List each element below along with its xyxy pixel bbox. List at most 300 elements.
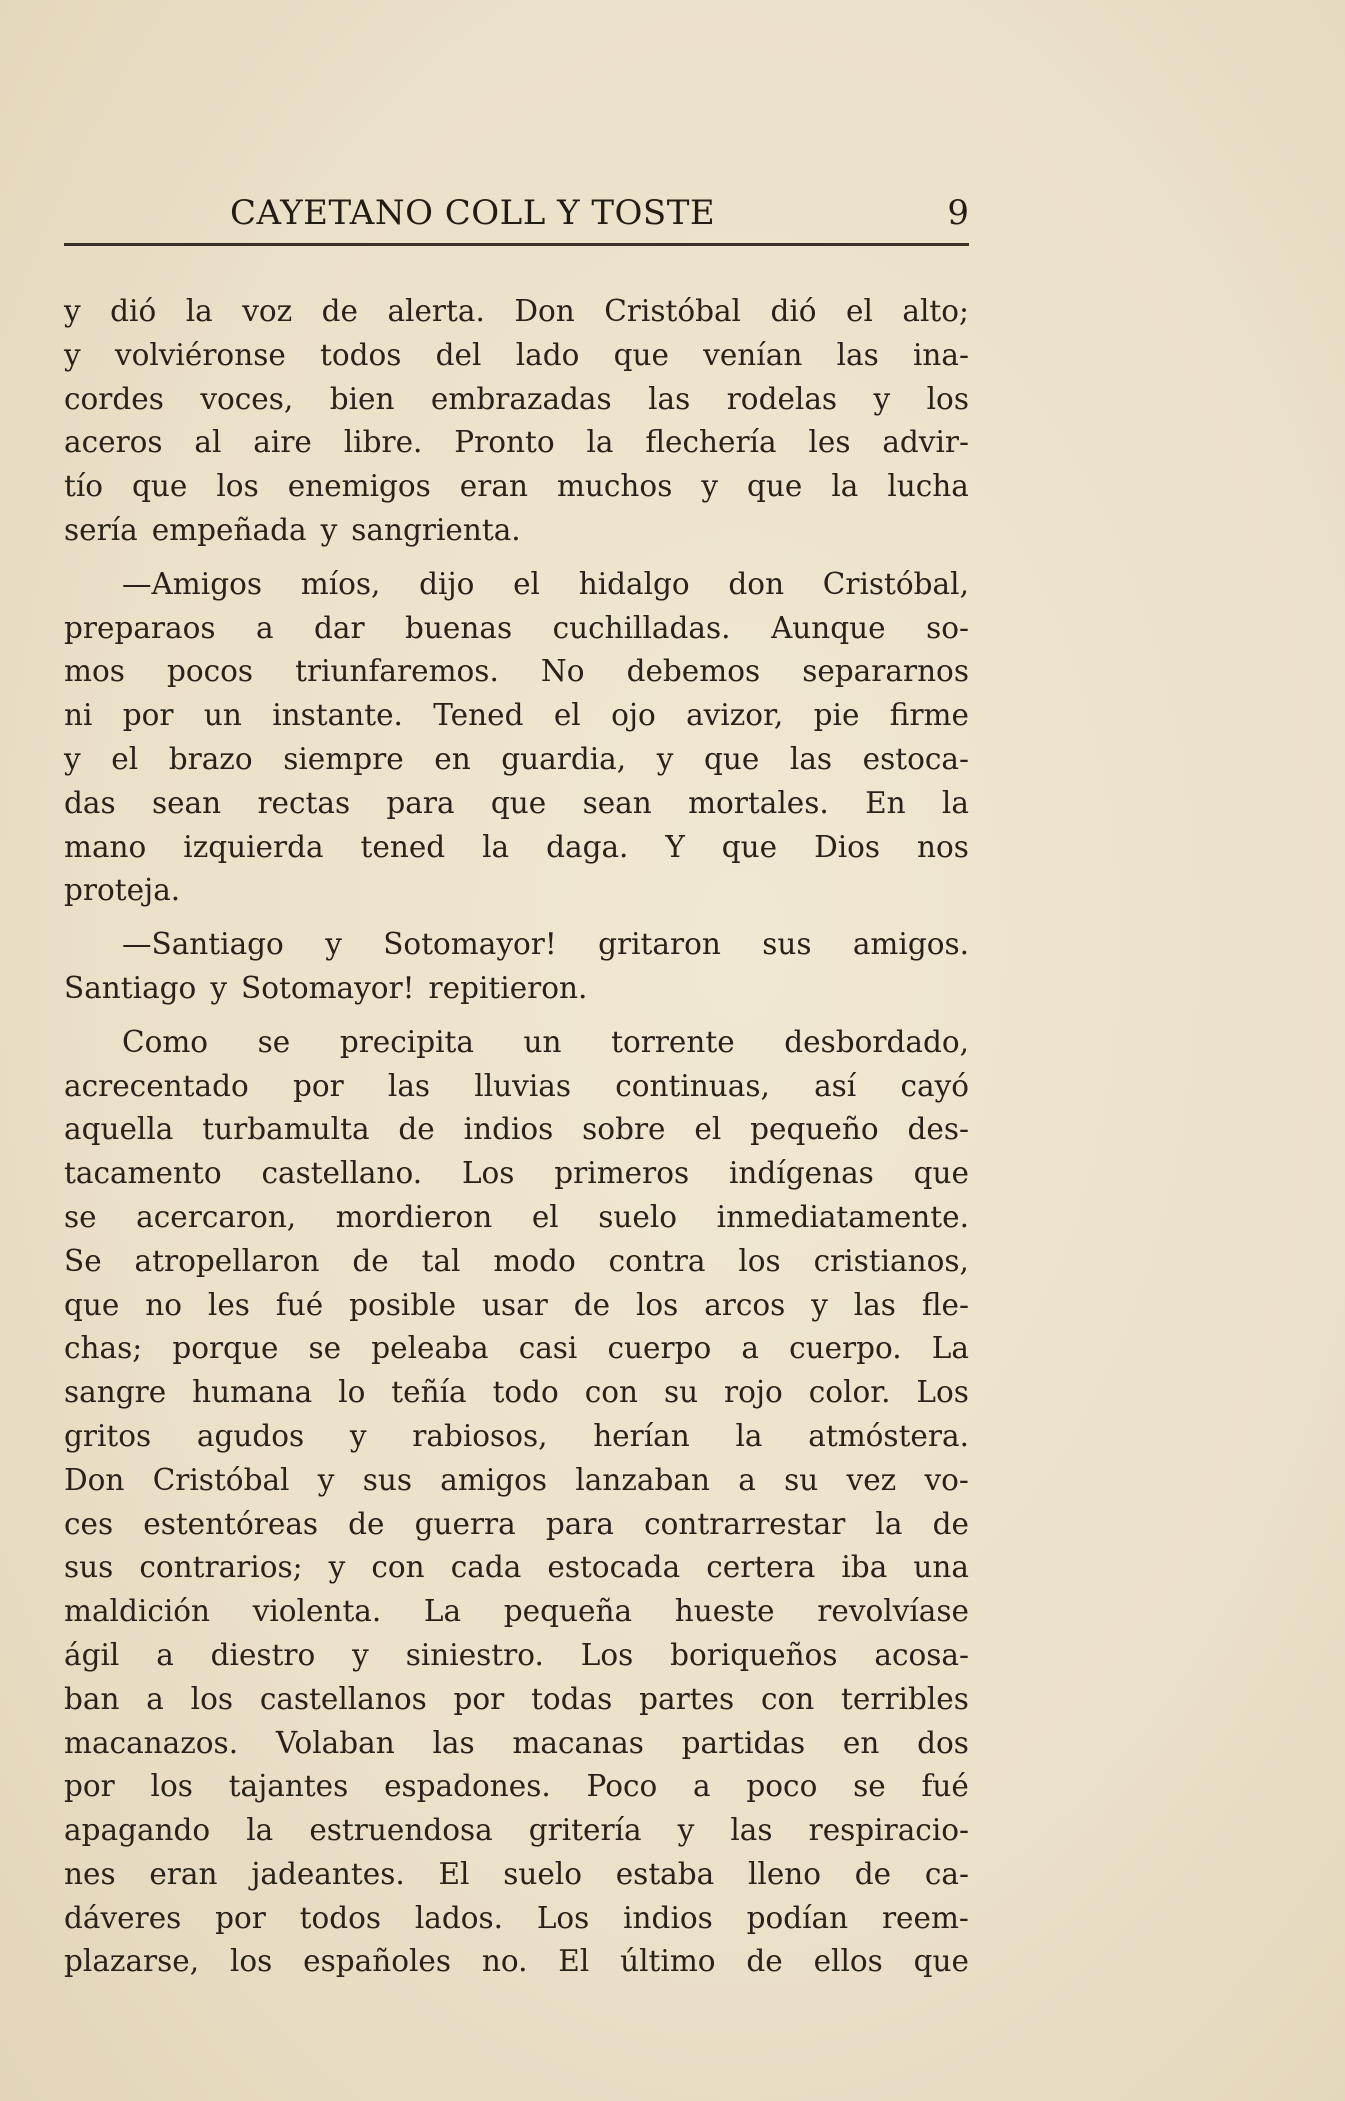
word: alerta. bbox=[387, 294, 485, 328]
word: de bbox=[352, 1243, 389, 1278]
text-line bbox=[64, 1897, 969, 1941]
word: estocada bbox=[547, 1550, 681, 1585]
word: color. bbox=[808, 1375, 891, 1410]
word: así bbox=[814, 1068, 857, 1103]
text-line bbox=[64, 1459, 969, 1503]
word: lucha bbox=[887, 469, 969, 504]
text-line bbox=[64, 1503, 969, 1547]
word: y bbox=[210, 970, 227, 1005]
word: Volaban bbox=[275, 1725, 395, 1760]
word: posible bbox=[349, 1287, 457, 1322]
word: tajantes bbox=[228, 1769, 349, 1804]
word: a bbox=[255, 610, 274, 645]
word: de bbox=[321, 294, 358, 328]
word: pocos bbox=[166, 654, 254, 689]
word: atropellaron bbox=[134, 1243, 320, 1278]
word: des- bbox=[907, 1112, 969, 1147]
word: No bbox=[540, 654, 585, 689]
word: por bbox=[64, 1769, 115, 1804]
word: y bbox=[64, 294, 81, 328]
paragraph-gap bbox=[64, 913, 969, 923]
word: Cristóbal bbox=[604, 294, 741, 328]
text-line bbox=[64, 1108, 969, 1152]
text-line bbox=[64, 650, 969, 694]
word: maldición bbox=[64, 1594, 211, 1629]
text-line bbox=[64, 1678, 969, 1722]
word: lanzaban bbox=[575, 1462, 710, 1497]
word: torrente bbox=[611, 1024, 735, 1059]
text-line bbox=[64, 826, 969, 870]
word: rodelas bbox=[726, 381, 838, 416]
word: su bbox=[663, 1375, 699, 1410]
word: por bbox=[215, 1900, 266, 1935]
word: avizor, bbox=[686, 698, 784, 733]
word: que bbox=[913, 1156, 969, 1191]
word: separarnos bbox=[802, 654, 969, 689]
word: El bbox=[558, 1944, 590, 1979]
word: en bbox=[842, 1725, 880, 1760]
body-text bbox=[64, 290, 969, 1984]
word: Sotomayor! bbox=[241, 970, 415, 1005]
word: por bbox=[453, 1681, 505, 1716]
word: volviéronse bbox=[114, 337, 286, 372]
word: dos bbox=[917, 1725, 969, 1760]
word: fué bbox=[275, 1287, 324, 1322]
word: por bbox=[292, 1068, 344, 1103]
word: que bbox=[721, 829, 778, 864]
text-line bbox=[64, 563, 969, 607]
word: lados. bbox=[414, 1900, 504, 1935]
word: contrarios; bbox=[139, 1550, 303, 1585]
word: Dios bbox=[814, 829, 881, 864]
word: bien bbox=[329, 381, 395, 416]
word: agudos bbox=[196, 1418, 305, 1453]
word: primeros bbox=[554, 1156, 690, 1191]
word: guardia, bbox=[501, 741, 627, 776]
word: gritería bbox=[528, 1813, 642, 1848]
word: de bbox=[932, 1506, 969, 1541]
word: su bbox=[784, 1462, 819, 1497]
text-line bbox=[64, 782, 969, 826]
word: y bbox=[873, 381, 891, 416]
word: ina- bbox=[912, 337, 969, 372]
word: das bbox=[64, 785, 116, 820]
word: Poco bbox=[586, 1769, 658, 1804]
word: que bbox=[64, 1287, 120, 1322]
word: los bbox=[216, 469, 259, 504]
text-line bbox=[64, 1152, 969, 1196]
word: advir- bbox=[882, 425, 969, 460]
word: boriqueños bbox=[670, 1637, 838, 1672]
word: estaba bbox=[615, 1856, 715, 1891]
word: castellanos bbox=[259, 1681, 427, 1716]
word: cristianos, bbox=[813, 1243, 969, 1278]
word: a bbox=[146, 1681, 164, 1716]
word: contra bbox=[608, 1243, 706, 1278]
word: venían bbox=[703, 337, 803, 372]
text-line bbox=[64, 607, 969, 651]
word: gritaron bbox=[598, 927, 721, 962]
word: para bbox=[386, 785, 455, 820]
word: de bbox=[854, 1856, 892, 1891]
word: con bbox=[584, 1375, 639, 1410]
text-line bbox=[64, 1940, 969, 1984]
word: españoles bbox=[303, 1944, 451, 1979]
word: izquierda bbox=[183, 829, 324, 864]
word: instante. bbox=[272, 698, 403, 733]
word: todos bbox=[299, 1900, 382, 1935]
word: desbordado, bbox=[784, 1024, 969, 1059]
word: modo bbox=[493, 1243, 576, 1278]
word: indios bbox=[463, 1112, 554, 1147]
word: con bbox=[760, 1681, 815, 1716]
word: triunfaremos. bbox=[295, 654, 499, 689]
word: brazo bbox=[168, 741, 253, 776]
word: de bbox=[746, 1944, 783, 1979]
word: el bbox=[553, 698, 581, 733]
word: que bbox=[490, 785, 547, 820]
word: podían bbox=[746, 1900, 849, 1935]
word: atmóstera. bbox=[808, 1418, 969, 1453]
word: indígenas bbox=[728, 1156, 874, 1191]
word: todos bbox=[320, 337, 402, 372]
text-line bbox=[64, 1021, 969, 1065]
text-line bbox=[64, 1590, 969, 1634]
word: hidalgo bbox=[578, 566, 690, 601]
text-line bbox=[64, 334, 969, 378]
text-line bbox=[64, 1415, 969, 1459]
word: dar bbox=[314, 610, 365, 645]
word: gritos bbox=[64, 1418, 152, 1453]
word: todo bbox=[492, 1375, 559, 1410]
word: Cristóbal bbox=[152, 1462, 290, 1497]
word: flechería bbox=[645, 425, 777, 460]
word: repitieron. bbox=[428, 970, 588, 1005]
word: hueste bbox=[674, 1594, 775, 1629]
paragraph-gap bbox=[64, 553, 969, 563]
word: El bbox=[438, 1856, 470, 1891]
word: dió bbox=[770, 294, 817, 328]
word: y bbox=[701, 469, 718, 504]
word: fle- bbox=[921, 1287, 969, 1322]
word: buenas bbox=[405, 610, 513, 645]
word: en bbox=[434, 741, 471, 776]
word: el bbox=[694, 1112, 722, 1147]
word: nes bbox=[64, 1856, 116, 1891]
word: ni bbox=[64, 698, 93, 733]
word: para bbox=[545, 1506, 615, 1541]
word: y bbox=[811, 1287, 828, 1322]
word: amigos. bbox=[852, 927, 969, 962]
word: sus bbox=[762, 927, 812, 962]
paragraph bbox=[64, 1021, 969, 1985]
word: La bbox=[423, 1594, 462, 1629]
word: los bbox=[190, 1681, 234, 1716]
word: lluvias bbox=[474, 1068, 571, 1103]
word: de bbox=[348, 1506, 385, 1541]
word: sobre bbox=[582, 1112, 666, 1147]
word: y bbox=[325, 927, 342, 962]
word: chas; bbox=[64, 1331, 143, 1366]
word: y bbox=[317, 1462, 335, 1497]
text-line bbox=[64, 869, 969, 913]
word: las bbox=[387, 1068, 431, 1103]
word: voz bbox=[242, 294, 293, 328]
word: la bbox=[482, 829, 510, 864]
word: tío bbox=[64, 469, 104, 504]
word: eran bbox=[149, 1856, 218, 1891]
word: que bbox=[913, 1944, 969, 1979]
word: les bbox=[808, 425, 851, 460]
word: la bbox=[831, 469, 859, 504]
word: partes bbox=[639, 1681, 735, 1716]
text-line bbox=[64, 290, 969, 334]
word: turbamulta bbox=[202, 1112, 370, 1147]
word: eran bbox=[459, 469, 528, 504]
word: las bbox=[730, 1813, 773, 1848]
word: y bbox=[64, 337, 81, 372]
word: estoca- bbox=[862, 741, 969, 776]
word: ces bbox=[64, 1506, 114, 1541]
text-line bbox=[64, 465, 969, 509]
word: y bbox=[328, 1550, 346, 1585]
word: y bbox=[656, 741, 674, 776]
word: terribles bbox=[841, 1681, 969, 1716]
running-title: CAYETANO COLL Y TOSTE bbox=[230, 193, 716, 233]
word: debemos bbox=[626, 654, 761, 689]
word: contrarrestar bbox=[644, 1506, 846, 1541]
word: Los bbox=[580, 1637, 634, 1672]
word: no. bbox=[481, 1944, 528, 1979]
word: que bbox=[613, 337, 669, 372]
text-line bbox=[64, 1809, 969, 1853]
word: a bbox=[156, 1637, 174, 1672]
word: espadones. bbox=[384, 1769, 551, 1804]
word: —Santiago bbox=[122, 927, 284, 962]
word: se bbox=[257, 1024, 291, 1059]
word: a bbox=[738, 1462, 756, 1497]
word: proteja. bbox=[64, 873, 181, 908]
word: vez bbox=[846, 1462, 897, 1497]
word: el bbox=[111, 741, 139, 776]
word: con bbox=[371, 1550, 425, 1585]
word: y bbox=[352, 1637, 369, 1672]
word: cuerpo bbox=[607, 1331, 712, 1366]
text-line bbox=[64, 1371, 969, 1415]
word: míos, bbox=[300, 566, 381, 601]
word: a bbox=[693, 1769, 711, 1804]
word: y bbox=[320, 512, 338, 547]
word: porque bbox=[172, 1331, 279, 1366]
word: pequeño bbox=[750, 1112, 879, 1147]
word: rectas bbox=[257, 785, 351, 820]
text-line bbox=[64, 1327, 969, 1371]
word: mos bbox=[64, 654, 125, 689]
word: tacamento bbox=[64, 1156, 222, 1191]
word: revolvíase bbox=[817, 1594, 969, 1629]
word: no bbox=[145, 1287, 182, 1322]
word: las bbox=[836, 337, 879, 372]
word: y bbox=[677, 1813, 695, 1848]
text-line bbox=[64, 1722, 969, 1766]
text-line bbox=[64, 421, 969, 465]
word: precipita bbox=[339, 1024, 474, 1059]
text-line bbox=[64, 1765, 969, 1809]
word: un bbox=[523, 1024, 562, 1059]
word: estentóreas bbox=[143, 1506, 319, 1541]
word: enemigos bbox=[287, 469, 431, 504]
word: ellos bbox=[813, 1944, 883, 1979]
word: iba bbox=[841, 1550, 888, 1585]
word: acrecentado bbox=[64, 1068, 249, 1103]
word: tened bbox=[360, 829, 446, 864]
word: reem- bbox=[881, 1900, 969, 1935]
word: se bbox=[308, 1331, 342, 1366]
word: mortales. bbox=[688, 785, 829, 820]
word: la bbox=[941, 785, 969, 820]
word: dió bbox=[110, 294, 157, 328]
word: mordieron bbox=[335, 1199, 493, 1234]
word: sangre bbox=[64, 1375, 167, 1410]
text-line bbox=[64, 1853, 969, 1897]
word: a bbox=[741, 1331, 759, 1366]
text-line bbox=[64, 694, 969, 738]
word: ojo bbox=[611, 698, 656, 733]
word: arcos bbox=[704, 1287, 786, 1322]
word: ágil bbox=[64, 1637, 120, 1672]
word: lleno bbox=[747, 1856, 822, 1891]
word: al bbox=[194, 425, 222, 460]
text-line bbox=[64, 1634, 969, 1678]
word: continuas, bbox=[615, 1068, 770, 1103]
text-line bbox=[64, 509, 969, 553]
word: de bbox=[573, 1287, 611, 1322]
word: Aunque bbox=[770, 610, 886, 645]
word: Don bbox=[64, 1462, 125, 1497]
word: la bbox=[586, 425, 614, 460]
word: En bbox=[865, 785, 906, 820]
word: Tened bbox=[433, 698, 524, 733]
word: macanazos. bbox=[64, 1725, 239, 1760]
word: alto; bbox=[902, 294, 969, 328]
text-line bbox=[64, 967, 969, 1011]
word: pequeña bbox=[503, 1594, 633, 1629]
word: embrazadas bbox=[430, 381, 612, 416]
word: un bbox=[203, 698, 242, 733]
word: pie bbox=[813, 698, 860, 733]
word: todas bbox=[531, 1681, 613, 1716]
word: aire bbox=[253, 425, 312, 460]
word: sus bbox=[64, 1550, 114, 1585]
word: don bbox=[728, 566, 785, 601]
word: tal bbox=[421, 1243, 461, 1278]
text-line bbox=[64, 1065, 969, 1109]
word: el bbox=[531, 1199, 559, 1234]
word: sus bbox=[362, 1462, 412, 1497]
word: Pronto bbox=[454, 425, 555, 460]
word: las bbox=[432, 1725, 475, 1760]
word: y bbox=[64, 741, 81, 776]
word: guerra bbox=[414, 1506, 516, 1541]
word: las bbox=[789, 741, 833, 776]
word: dijo bbox=[419, 566, 475, 601]
word: una bbox=[913, 1550, 969, 1585]
word: indios bbox=[623, 1900, 713, 1935]
word: cayó bbox=[900, 1068, 969, 1103]
word: libre. bbox=[343, 425, 423, 460]
word: certera bbox=[706, 1550, 816, 1585]
word: empeñada bbox=[151, 512, 307, 547]
word: que bbox=[703, 741, 760, 776]
word: el bbox=[513, 566, 540, 601]
word: lo bbox=[338, 1375, 366, 1410]
word: los bbox=[150, 1769, 193, 1804]
word: que bbox=[746, 469, 803, 504]
word: casi bbox=[518, 1331, 578, 1366]
word: firme bbox=[889, 698, 969, 733]
word: ca- bbox=[924, 1856, 969, 1891]
word: preparaos bbox=[64, 610, 216, 645]
word: humana bbox=[192, 1375, 313, 1410]
word: Don bbox=[514, 294, 575, 328]
word: Y bbox=[665, 829, 685, 864]
word: aceros bbox=[64, 425, 163, 460]
page-number: 9 bbox=[947, 193, 969, 233]
word: siempre bbox=[283, 741, 404, 776]
word: apagando bbox=[64, 1813, 211, 1848]
word: La bbox=[931, 1331, 969, 1366]
word: cuchilladas. bbox=[552, 610, 731, 645]
word: acercaron, bbox=[136, 1199, 297, 1234]
word: suelo bbox=[503, 1856, 582, 1891]
word: herían bbox=[593, 1418, 690, 1453]
text-line bbox=[64, 378, 969, 422]
paragraph bbox=[64, 923, 969, 1011]
word: los bbox=[926, 381, 969, 416]
word: Como bbox=[122, 1024, 209, 1059]
word: aquella bbox=[64, 1112, 174, 1147]
word: diestro bbox=[210, 1637, 316, 1672]
word: muchos bbox=[556, 469, 673, 504]
word: acosa- bbox=[874, 1637, 969, 1672]
text-line bbox=[64, 1284, 969, 1328]
word: partidas bbox=[681, 1725, 806, 1760]
word: se bbox=[64, 1199, 97, 1234]
word: por bbox=[122, 698, 174, 733]
word: violenta. bbox=[252, 1594, 382, 1629]
paragraph bbox=[64, 563, 969, 913]
page-header bbox=[64, 188, 969, 248]
word: Santiago bbox=[64, 970, 197, 1005]
word: Los bbox=[461, 1156, 515, 1191]
word: del bbox=[435, 337, 482, 372]
word: sangrienta. bbox=[351, 512, 521, 547]
word: teñía bbox=[391, 1375, 467, 1410]
word: castellano. bbox=[261, 1156, 423, 1191]
word: la bbox=[875, 1506, 903, 1541]
text-line bbox=[64, 1240, 969, 1284]
word: sean bbox=[151, 785, 222, 820]
word: la bbox=[185, 294, 213, 328]
word: último bbox=[620, 1944, 716, 1979]
word: suelo bbox=[598, 1199, 678, 1234]
word: inmediatamente. bbox=[716, 1199, 969, 1234]
word: voces, bbox=[200, 381, 294, 416]
word: y bbox=[349, 1418, 367, 1453]
word: sean bbox=[582, 785, 652, 820]
word: daga. bbox=[546, 829, 629, 864]
word: Los bbox=[536, 1900, 590, 1935]
